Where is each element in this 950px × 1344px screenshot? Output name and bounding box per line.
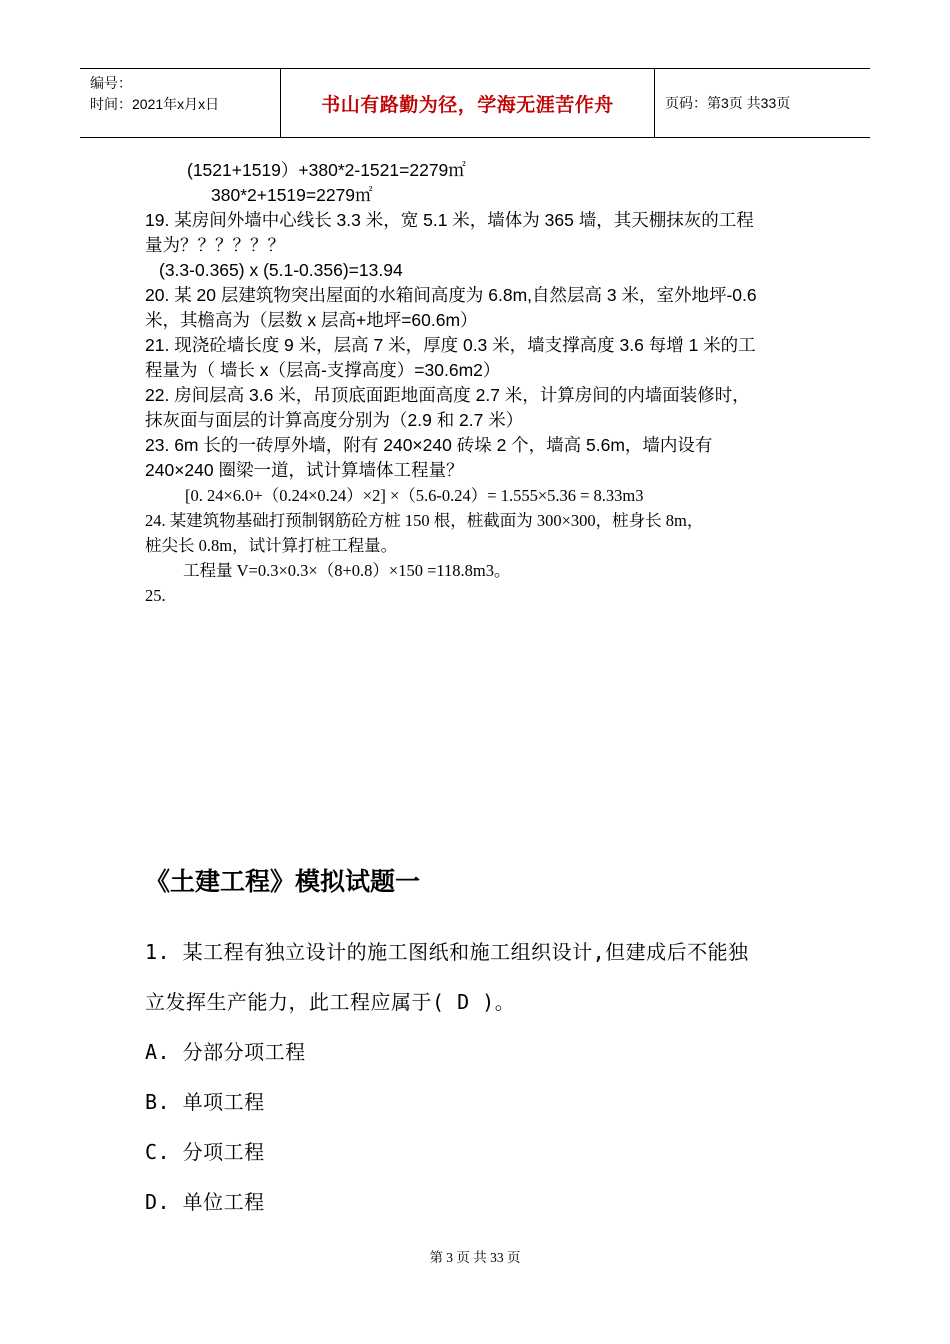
- question-25: 25.: [145, 586, 166, 605]
- date-label: 时间：2021年x月x日: [90, 96, 220, 112]
- question-24-line-1: 24. 某建筑物基础打预制钢筋砼方桩 150 根，桩截面为 300×300，桩身长 8m，: [145, 511, 704, 530]
- question-19-line-1: 19. 某房间外墙中心线长 3.3 米，宽 5.1 米，墙体为 365 墙，其天棚抹灰的工程: [145, 210, 754, 230]
- header-left-cell: [80, 69, 281, 137]
- header-motto: 书山有路勤为径，学海无涯苦作舟: [281, 69, 655, 137]
- question-23-line-1: 23. 6m 长的一砖厚外墙，附有 240×240 砖垛 2 个，墙高 5.6m，墙内设有: [145, 435, 713, 455]
- question-22-line-2: 抹灰面与面层的计算高度分别为（2.9 和 2.7 米）: [145, 410, 524, 430]
- option-a: A. 分部分项工程: [145, 1040, 306, 1064]
- page-header: [80, 68, 870, 138]
- exam-question-1-line-1: 1. 某工程有独立设计的施工图纸和施工组织设计,但建成后不能独: [145, 940, 749, 964]
- option-b: B. 单项工程: [145, 1090, 265, 1114]
- exam-question-1-line-2: 立发挥生产能力，此工程应属于( D )。: [145, 990, 516, 1014]
- question-21-line-1: 21. 现浇砼墙长度 9 米，层高 7 米，厚度 0.3 米，墙支撑高度 3.6 每增 1 米的工: [145, 335, 756, 355]
- code-label: 编号：: [90, 75, 132, 91]
- question-19-line-2: 量为？？？？？？: [145, 235, 285, 255]
- formula-line-1: (1521+1519）+380*2-1521=2279㎡: [187, 160, 466, 180]
- header-page-info: 页码：第3页 共33页: [665, 95, 791, 111]
- question-22-line-1: 22. 房间层高 3.6 米，吊顶底面距地面高度 2.7 米，计算房间的内墙面装修时，: [145, 385, 750, 405]
- answer-block: [145, 158, 825, 608]
- option-c: C. 分项工程: [145, 1140, 265, 1164]
- question-24-answer: 工程量 V=0.3×0.3×（8+0.8）×150 =118.8m3。: [183, 561, 511, 580]
- question-23-answer: [0. 24×6.0+（0.24×0.24）×2] ×（5.6-0.24）= 1.555×5.36 = 8.33m3: [185, 486, 644, 505]
- exam-title: 《土建工程》模拟试题一: [145, 867, 421, 896]
- question-20-line-1: 20. 某 20 层建筑物突出屋面的水箱间高度为 6.8m,自然层高 3 米，室外地坪-0.6: [145, 285, 757, 305]
- question-19-answer: (3.3-0.365) x (5.1-0.356)=13.94: [159, 260, 403, 280]
- question-20-line-2: 米，其檐高为（层数 x 层高+地坪=60.6m）: [145, 310, 478, 330]
- option-d: D. 单位工程: [145, 1190, 265, 1214]
- formula-line-2: 380*2+1519=2279㎡: [211, 185, 373, 205]
- question-23-line-2: 240×240 圈梁一道，试计算墙体工程量？: [145, 460, 464, 480]
- question-24-line-2: 桩尖长 0.8m，试计算打桩工程量。: [145, 536, 398, 555]
- question-21-line-2: 程量为（ 墙长 x（层高-支撑高度）=30.6m2）: [145, 360, 501, 380]
- page-footer: 第 3 页 共 33 页: [429, 1250, 521, 1265]
